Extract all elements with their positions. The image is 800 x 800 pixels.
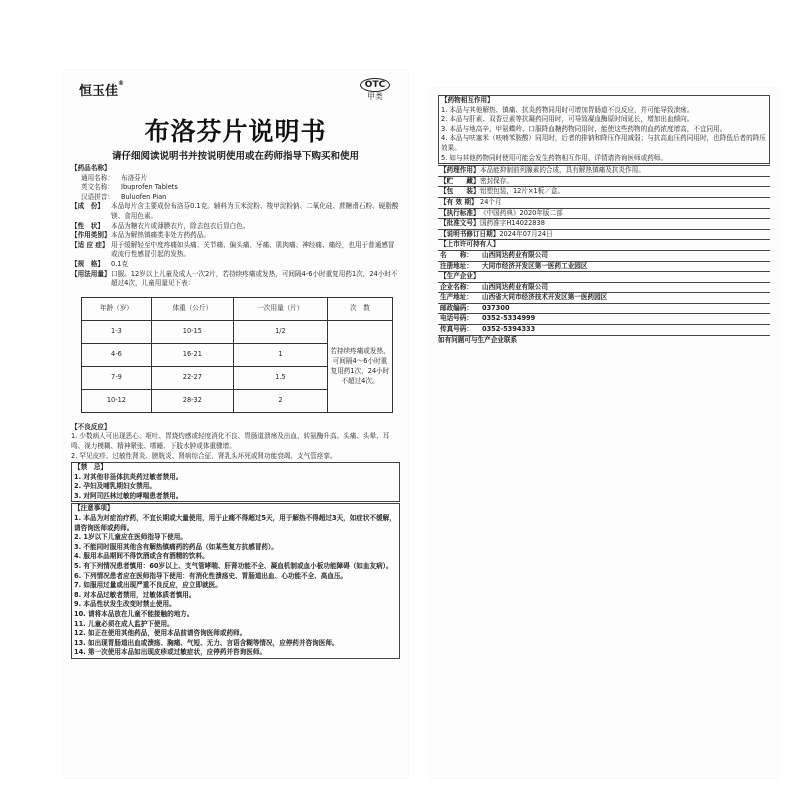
interactions-section [438, 95, 770, 164]
precautions-section [71, 503, 400, 659]
appearance-text: 本品为糖衣片或薄膜衣片，除去包衣后显白色。 [111, 221, 250, 230]
appearance-row [71, 222, 400, 232]
contra-header: 【禁 忌】 [74, 463, 107, 472]
leaflet-right-page [430, 88, 778, 778]
precaution-item: 11. 儿童必须在成人监护下使用。 [74, 619, 174, 628]
drug-name-header: 【药品名称】 [71, 164, 111, 172]
validity-label: 【有 效 期】 [440, 197, 478, 206]
category-text: 本品为解热镇痛类非处方药药品。 [111, 231, 210, 240]
standard-text: 《中国药典》2020年版二部 [480, 208, 563, 217]
spec-label: 【规 格】 [71, 259, 104, 268]
dose-weight: 28-32 [151, 389, 233, 412]
generic-name-label: 通用名称： [81, 173, 114, 182]
phone-number: 0352-5334999 [482, 314, 536, 323]
pharm-text: 本品能抑制前列腺素的合成，具有解热镇痛及抗炎作用。 [480, 166, 645, 175]
dose-age: 7-9 [82, 366, 152, 389]
otc-label: OTC [360, 78, 390, 92]
holder-name: 山西同达药业有限公司 [482, 250, 548, 259]
holder-address: 大同市经济开发区第一医药工业园区 [482, 261, 588, 270]
standard-row [438, 209, 770, 220]
category-row [71, 231, 400, 241]
contact-note: 如有问题可与生产企业联系 [438, 335, 518, 344]
storage-label: 【贮 藏】 [440, 176, 480, 185]
fax-number: 0352-5394333 [482, 325, 536, 334]
precaution-item: 4. 服用本品期间不得饮酒或含有酒精的饮料。 [74, 552, 209, 561]
interaction-item: 5. 如与其他药物同时使用可能会发生药物相互作用，详情请咨询医师或药师。 [441, 153, 667, 162]
precaution-item: 10. 请将本品放在儿童不能接触的地方。 [74, 610, 194, 618]
holder-name-label: 名 称： [440, 250, 473, 259]
pharm-label: 【药理作用】 [440, 166, 480, 175]
mfr-address: 山西省大同市经济技术开发区第一医药园区 [482, 293, 608, 302]
mfr-name-label: 企业名称： [440, 282, 473, 291]
precaution-item: 5. 有下列情况患者慎用：60岁以上、支气管哮喘、肝肾功能不全、凝血机制或血小板功能障碍（如血友病）。 [74, 562, 393, 571]
mfr-addr-label: 生产地址： [440, 293, 473, 302]
dose-header-frequency: 次 数 [328, 297, 393, 320]
dose-table [81, 297, 393, 413]
dose-frequency-note: 若持续疼痛或发热，可间隔4～6小时重复用药1次，24小时不超过4次。 [328, 320, 393, 412]
adverse-item: 2. 罕见皮疹、过敏性肾炎、膀胱炎、肾病综合征、肾乳头坏死或肾功能衰竭、支气管痉挛。 [71, 451, 337, 460]
dose-header-weight: 体重（公斤） [151, 297, 233, 320]
contra-item: 3. 对阿司匹林过敏的哮喘患者禁用。 [74, 491, 183, 500]
dose-amount: 2 [233, 389, 327, 412]
leaflet-left-page [63, 70, 408, 778]
generic-name-row [71, 174, 400, 184]
usage-row [71, 270, 400, 289]
generic-name: 布洛芬片 [121, 173, 148, 182]
precaution-item: 2. 1岁以下儿童应在医师指导下使用。 [74, 533, 187, 542]
ingredients-row [71, 202, 400, 221]
pinyin-row [71, 193, 400, 203]
holder-addr-label: 注册地址： [440, 261, 473, 270]
approval-label: 【批准文号】 [440, 219, 480, 228]
interaction-item: 4. 本品与呋塞米（呋喃苯胺酸）同用时，后者的排钠和降压作用减弱；与抗高血压药同用时，也降低后者的降压效果。 [441, 134, 766, 152]
revision-row [438, 230, 770, 241]
revision-date: 2024年07月24日 [499, 229, 553, 238]
adverse-item: 1. 少数病人可出现恶心、呕吐、胃烧灼感或轻度消化不良、胃肠道溃疡及出血、转氨酶升高、头痛、头晕、耳鸣、视力模糊、精神紧张、嗜睡、下肢水肿或体重骤增。 [71, 432, 390, 450]
product-info-table [438, 165, 770, 336]
mfr-addr-row [438, 293, 770, 304]
otc-class: 甲类 [367, 92, 383, 101]
english-name-label: 英文名称： [81, 183, 114, 192]
dose-table-header [82, 297, 393, 320]
dose-weight: 16-21 [151, 343, 233, 366]
pinyin-label: 汉语拼音： [81, 192, 114, 201]
spec-row [71, 260, 400, 270]
phone-row [438, 314, 770, 325]
interaction-item: 2. 本品与肝素、双香豆素等抗凝药同用时，可导致凝血酶原时间延长，增加出血倾向。 [441, 115, 694, 124]
package-label: 【包 装】 [440, 187, 480, 196]
ingredients-label: 【成 份】 [71, 202, 104, 211]
dose-weight: 10-15 [151, 320, 233, 343]
precaution-item: 6. 下列情况患者应在医师指导下使用：有消化性溃疡史、胃肠道出血、心功能不全、高血压。 [74, 571, 348, 580]
dose-weight: 22-27 [151, 366, 233, 389]
usage-text: 口服。12岁以上儿童及成人一次2片，若持续疼痛或发热，可间隔4-6小时重复用药1次，24小时不超过4次，儿童用量见下表： [111, 269, 398, 288]
precaution-item: 7. 如服用过量或出现严重不良反应，应立即就医。 [74, 581, 222, 590]
holder-header-row [438, 240, 770, 251]
fax-label: 传真号码： [440, 325, 473, 334]
postcode-row [438, 304, 770, 315]
dose-age: 10-12 [82, 389, 152, 412]
precaution-item: 13. 如出现胃肠道出血或溃疡、胸痛、气短、无力、言语含糊等情况，应停药并咨询医师。 [74, 638, 339, 647]
interaction-item: 3. 本品与地高辛、甲氨蝶呤、口服降血糖药物同用时，能使这些药物的血药浓度增高，不宜同用。 [441, 124, 727, 133]
holder-header: 【上市许可持有人】 [440, 240, 500, 249]
approval-number: 国药准字H14022838 [480, 219, 545, 228]
mfr-name: 山西同达药业有限公司 [482, 282, 548, 291]
precaution-item: 1. 本品为对症治疗药，不宜长期或大量使用，用于止痛不得超过5天，用于解热不得超过3天，如症状不缓解，请咨询医师或药师。 [74, 514, 396, 532]
appearance-label: 【性 状】 [71, 221, 104, 230]
dose-age: 1-3 [82, 320, 152, 343]
interactions-header: 【药物相互作用】 [441, 96, 494, 104]
phone-label: 电话号码： [440, 314, 473, 323]
revision-label: 【说明书修订日期】 [440, 229, 500, 238]
dose-amount: 1/2 [233, 320, 327, 343]
brand-name: 恒玉佳 [79, 84, 119, 99]
registered-mark: ® [118, 80, 125, 87]
standard-label: 【执行标准】 [440, 208, 480, 217]
precaution-item: 8. 对本品过敏者禁用，过敏体质者慎用。 [74, 590, 196, 599]
holder-name-row [438, 251, 770, 262]
dose-table-row [82, 320, 393, 343]
right-content [438, 94, 770, 345]
indication-row [71, 241, 400, 260]
left-content [71, 163, 400, 660]
brand-logo [79, 80, 124, 99]
mfr-name-row [438, 283, 770, 294]
spec-text: 0.1克 [111, 259, 129, 268]
dose-header-age: 年龄（岁） [82, 297, 152, 320]
mfr-header-row [438, 272, 770, 283]
ingredients-text: 本品每片含主要成份布洛芬0.1克。辅料为玉米淀粉、羧甲淀粉钠、二氧化硅、蔗糖滑石粉、硬脂酸镁、食用色素。 [111, 202, 399, 220]
precautions-header: 【注意事项】 [74, 504, 114, 513]
holder-addr-row [438, 262, 770, 273]
contra-item: 1. 对其他非甾体抗炎药过敏者禁用。 [74, 472, 183, 481]
pharm-row [438, 166, 770, 177]
storage-row [438, 177, 770, 188]
category-label: 【作用类别】 [71, 231, 111, 240]
english-name: Ibuprofen Tablets [121, 183, 178, 192]
precaution-item: 14. 第一次使用本品如出现皮疹或过敏症状，应停药并咨询医师。 [74, 648, 267, 657]
otc-badge [360, 78, 390, 102]
dose-header-amount: 一次用量（片） [233, 297, 327, 320]
fax-row [438, 325, 770, 336]
package-row [438, 187, 770, 198]
approval-row [438, 219, 770, 230]
dose-age: 4-6 [82, 343, 152, 366]
postcode-label: 邮政编码： [440, 303, 473, 312]
mfr-header: 【生产企业】 [440, 272, 480, 281]
indication-text: 用于缓解轻至中度疼痛如头痛、关节痛、偏头痛、牙痛、肌肉痛、神经痛、痛经，也用于普通感冒或流行性感冒引起的发热。 [111, 240, 395, 259]
validity-row [438, 198, 770, 209]
contra-item: 2. 孕妇及哺乳期妇女禁用。 [74, 482, 156, 491]
interaction-item: 1. 本品与其他解热、镇痛、抗炎药物同用时可增加胃肠道不良反应，并可能导致溃疡。 [441, 105, 694, 114]
dose-amount: 1.5 [233, 366, 327, 389]
package-text: 铝塑包装，12片×1板／盒。 [480, 187, 565, 196]
document-title: 布洛芬片说明书 [144, 117, 327, 146]
precaution-item: 9. 本品性状发生改变时禁止使用。 [74, 600, 176, 609]
storage-text: 密封保存。 [480, 176, 513, 185]
precaution-item: 3. 不能同时服用其他含有解热镇痛药的药品（如某些复方抗感冒药）。 [74, 542, 278, 551]
usage-warning: 请仔细阅读说明书并按说明使用或在药师指导下购买和使用 [111, 151, 359, 162]
contra-section [71, 462, 400, 502]
postcode: 037300 [482, 303, 510, 312]
precaution-item: 12. 如正在使用其他药品，使用本品前请咨询医师或药师。 [74, 629, 247, 638]
adverse-header: 【不良反应】 [71, 422, 111, 431]
pinyin-name: Buluofen Pian [121, 192, 167, 201]
validity-text: 24个月 [480, 197, 502, 206]
dose-amount: 1 [233, 343, 327, 366]
indication-label: 【适 应 症】 [71, 240, 109, 249]
english-name-row [71, 183, 400, 193]
usage-label: 【用法用量】 [71, 269, 111, 278]
